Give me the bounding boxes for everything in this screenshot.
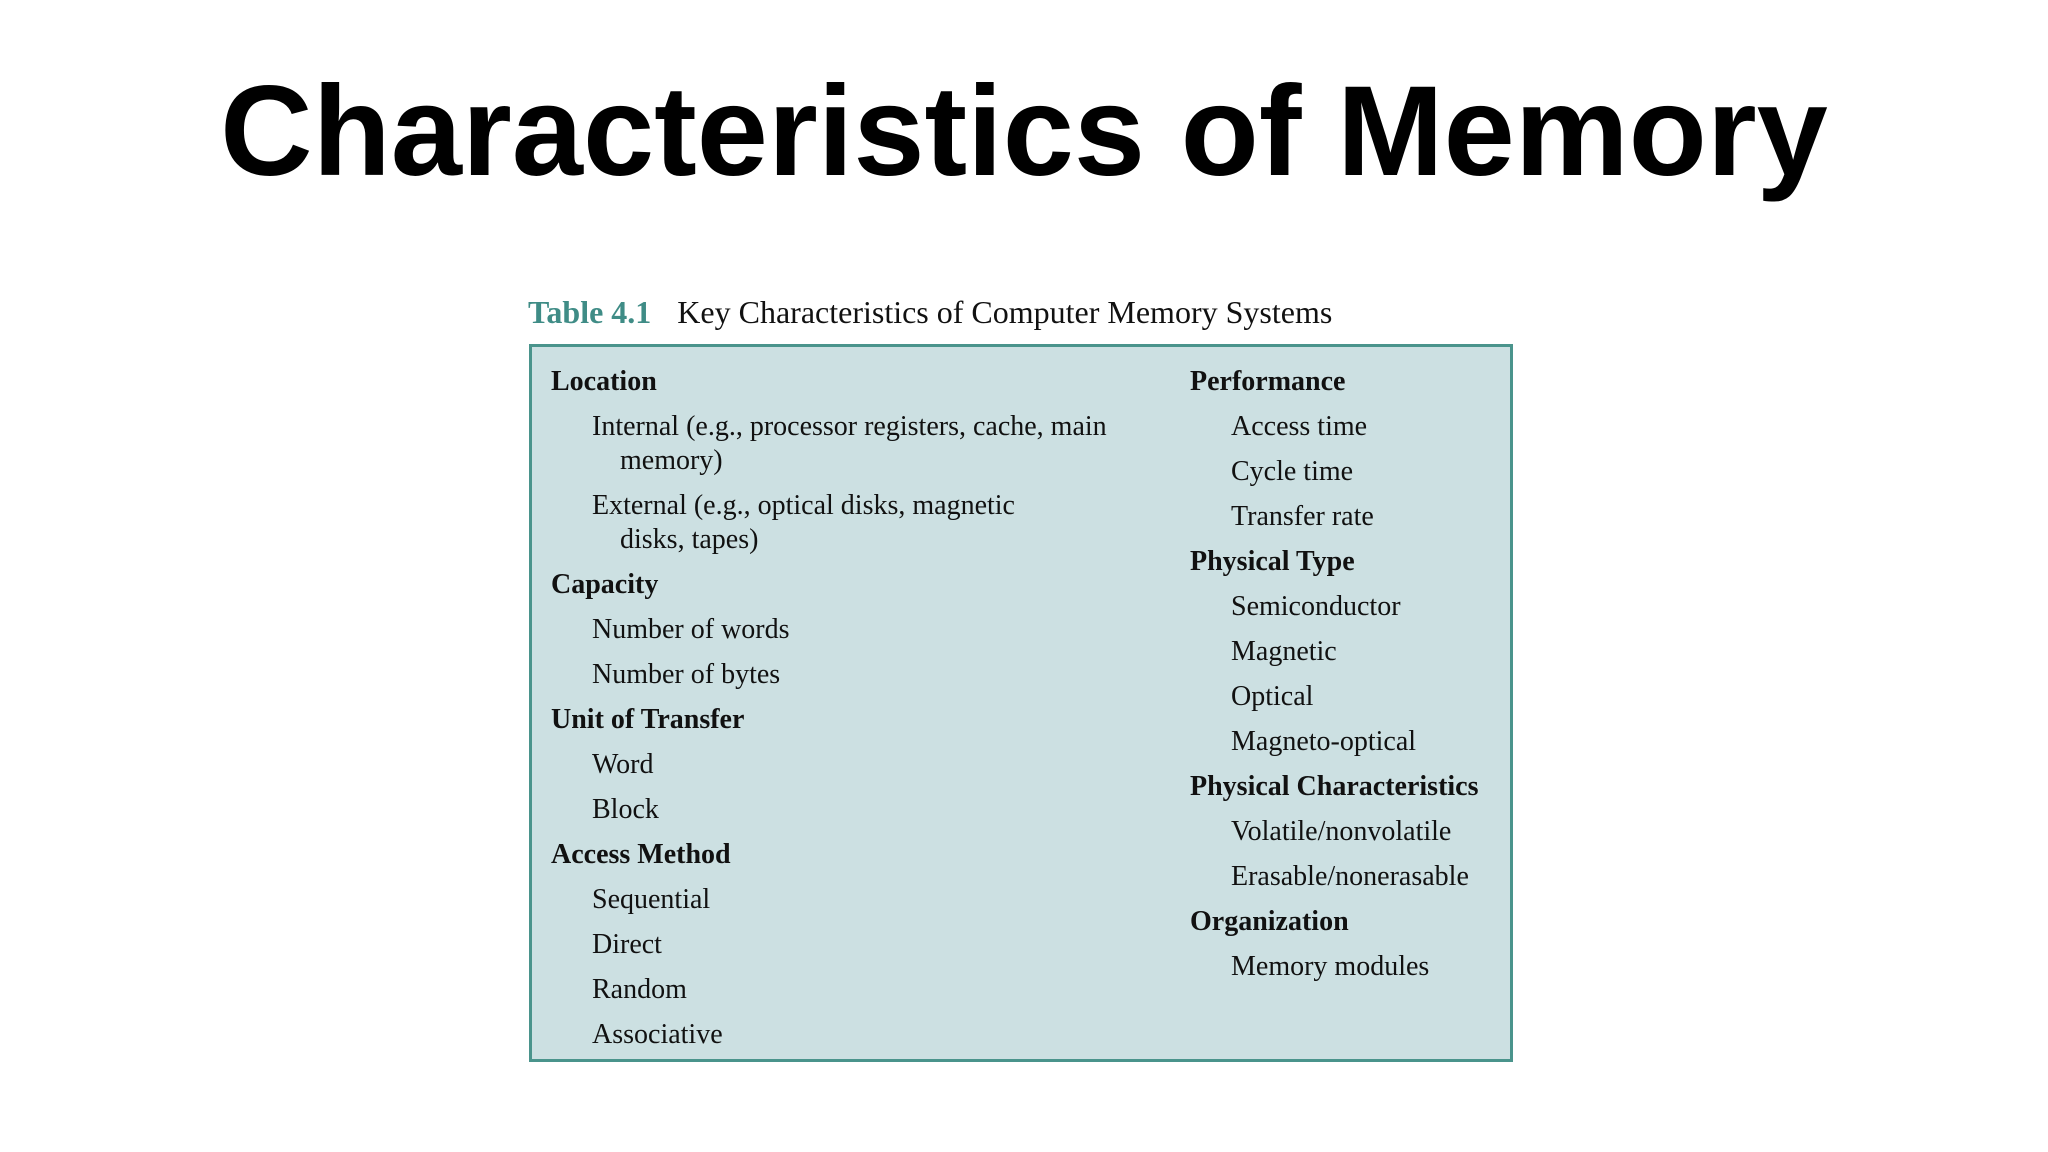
heading-organization: Organization: [1190, 906, 1349, 937]
table-left-column: [551, 359, 1171, 1057]
item-block: Block: [592, 794, 659, 825]
item-random: Random: [592, 974, 687, 1005]
table-caption: [528, 292, 1332, 332]
item-sequential: Sequential: [592, 884, 711, 915]
characteristics-table: [529, 344, 1513, 1062]
item-optical: Optical: [1231, 681, 1314, 712]
item-volatile: Volatile/nonvolatile: [1231, 816, 1452, 847]
item-magneto-optical: Magneto-optical: [1231, 726, 1417, 757]
item-magnetic: Magnetic: [1231, 636, 1337, 667]
item-access-time: Access time: [1231, 411, 1368, 442]
item-number-of-bytes: Number of bytes: [592, 659, 781, 690]
item-internal-line2: memory): [620, 445, 723, 476]
item-external: [551, 483, 1171, 562]
item-direct: Direct: [592, 929, 662, 960]
table-right-column: [1190, 359, 1510, 989]
heading-access-method: Access Method: [551, 839, 731, 870]
item-memory-modules: Memory modules: [1231, 951, 1430, 982]
item-erasable: Erasable/nonerasable: [1231, 861, 1469, 892]
item-internal: [551, 404, 1171, 483]
item-semiconductor: Semiconductor: [1231, 591, 1401, 622]
heading-capacity: Capacity: [551, 569, 659, 600]
heading-location: Location: [551, 366, 657, 397]
item-external-line1: External (e.g., optical disks, magnetic: [592, 490, 1015, 521]
item-transfer-rate: Transfer rate: [1231, 501, 1374, 532]
heading-performance: Performance: [1190, 366, 1346, 397]
item-number-of-words: Number of words: [592, 614, 790, 645]
heading-unit-of-transfer: Unit of Transfer: [551, 704, 745, 735]
heading-physical-type: Physical Type: [1190, 546, 1355, 577]
slide-title: Characteristics of Memory: [220, 60, 1828, 203]
heading-physical-characteristics: Physical Characteristics: [1190, 771, 1479, 802]
table-label: Table 4.1: [528, 294, 652, 330]
item-associative: Associative: [592, 1019, 723, 1050]
table-caption-text: Key Characteristics of Computer Memory Systems: [677, 294, 1333, 330]
item-external-line2: disks, tapes): [620, 524, 759, 555]
item-cycle-time: Cycle time: [1231, 456, 1354, 487]
item-word: Word: [592, 749, 654, 780]
item-internal-line1: Internal (e.g., processor registers, cache, main: [592, 411, 1107, 442]
